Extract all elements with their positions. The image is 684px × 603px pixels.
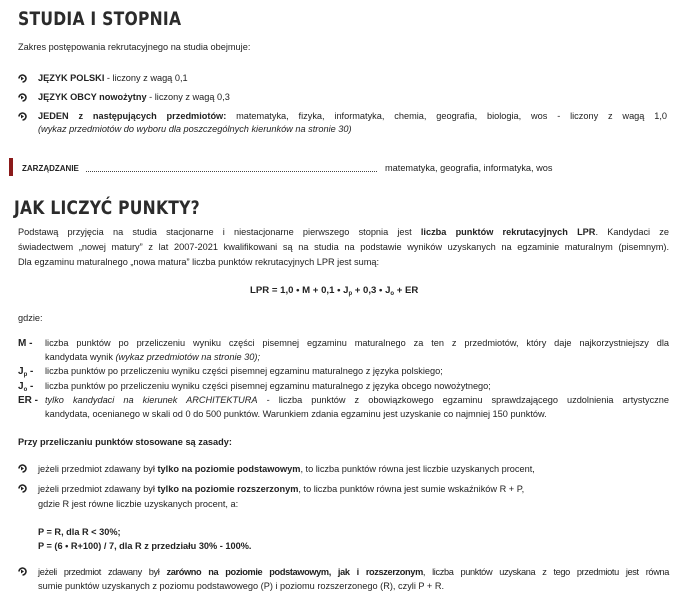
arrow-bullet-icon xyxy=(18,484,27,493)
arrow-bullet-icon xyxy=(18,74,27,83)
paragraph-line: Dla egzaminu maturalnego „nowa matura” liczba punktów rekrutacyjnych LPR jest sumą: xyxy=(18,257,380,267)
arrow-bullet-icon xyxy=(18,93,27,102)
list-item: JEDEN z następujących przedmiotów: matematyka, fizyka, informatyka, chemia, geografia, biologia, wos - liczony z wagą 1,0 xyxy=(38,111,667,121)
arrow-bullet-icon xyxy=(18,112,27,121)
definition-symbol: $J_p$ - xyxy=(18,366,34,378)
definition-symbol: $J_o$ - xyxy=(18,381,34,393)
programme-name: ZARZĄDZANIE xyxy=(22,164,79,173)
arrow-bullet-icon xyxy=(18,567,27,576)
section2-title: JAK LICZYĆ PUNKTY? xyxy=(14,197,200,219)
list-item-note: (wykaz przedmiotów do wyboru dla poszczególnych kierunków na stronie 30) xyxy=(38,124,352,134)
arrow-bullet-icon xyxy=(18,464,27,473)
rule-item: jeżeli przedmiot zdawany był tylko na poziomie rozszerzonym, to liczba punktów równa jest sumie wskaźników R + P, xyxy=(38,484,525,494)
definition-text: kandydata wynik (wykaz przedmiotów na stronie 30); xyxy=(45,352,260,362)
list-item: JĘZYK OBCY nowożytny - liczony z wagą 0,3 xyxy=(38,92,230,102)
accent-bar xyxy=(9,158,13,176)
definition-text: liczba punktów po przeliczeniu wyniku części pisemnej egzaminu maturalnego z języka obcego nowożytnego; xyxy=(45,381,491,391)
section1-intro: Zakres postępowania rekrutacyjnego na studia obejmuje: xyxy=(18,42,251,52)
rule-item: jeżeli przedmiot zdawany był zarówno na poziomie podstawowym, jak i rozszerzonym, liczba punktów uzyskana z tego przedmiotu jest równa xyxy=(38,567,669,577)
equation: P = (6 • R+100) / 7, dla R z przedziału 30% - 100%. xyxy=(38,541,252,551)
rules-title: Przy przeliczaniu punktów stosowane są zasady: xyxy=(18,437,232,447)
programme-subjects: matematyka, geografia, informatyka, wos xyxy=(385,163,553,173)
rule-item: jeżeli przedmiot zdawany był tylko na poziomie podstawowym, to liczba punktów równa jest liczbie uzyskanych procent, xyxy=(38,464,535,474)
definition-text: kandydata, ocenianego w skali od 0 do 500 punktów. Warunkiem zdania egzaminu jest uzyskanie co najmniej 150 punktów. xyxy=(45,409,547,419)
definition-text: tylko kandydaci na kierunek ARCHITEKTURA - liczba punktów z obowiązkowego egzaminu sprawdzającego uzdolnienia artystyczne xyxy=(45,395,669,405)
definition-symbol: M - xyxy=(18,338,33,349)
gdzie-label: gdzie: xyxy=(18,313,43,323)
dotted-leader xyxy=(86,171,377,172)
list-item: JĘZYK POLSKI - liczony z wagą 0,1 xyxy=(38,73,188,83)
definition-text: liczba punktów po przeliczeniu wyniku części pisemnej egzaminu maturalnego z języka polskiego; xyxy=(45,366,443,376)
paragraph-line: Podstawą przyjęcia na studia stacjonarne i niestacjonarne pierwszego stopnia jest liczba punktów rekrutacyjnych LPR. Kandydaci ze xyxy=(18,227,669,237)
equation: P = R, dla R < 30%; xyxy=(38,527,121,537)
definition-symbol: ER - xyxy=(18,395,39,406)
paragraph-line: świadectwem „nowej matury” z lat 2007-2021 kwalifikowani są na studia na podstawie wyników uzyskanych na egzaminie maturalnym (pisemnym). xyxy=(18,242,669,252)
definition-text: liczba punktów po przeliczeniu wyniku części pisemnej egzaminu maturalnego za ten z przedmiotów, który daje najkorzystniejszy dla xyxy=(45,338,669,348)
formula: LPR = 1,0 • M + 0,1 • $J_p + 0,3$ • $J_o$ + ER xyxy=(250,285,419,297)
rule-item-cont: sumie punktów uzyskanych z poziomu podstawowego (P) i poziomu rozszerzonego (R), czyli P + R. xyxy=(38,581,445,591)
rule-item-cont: gdzie R jest równe liczbie uzyskanych procent, a: xyxy=(38,499,239,509)
section1-title: STUDIA I STOPNIA xyxy=(18,8,182,30)
